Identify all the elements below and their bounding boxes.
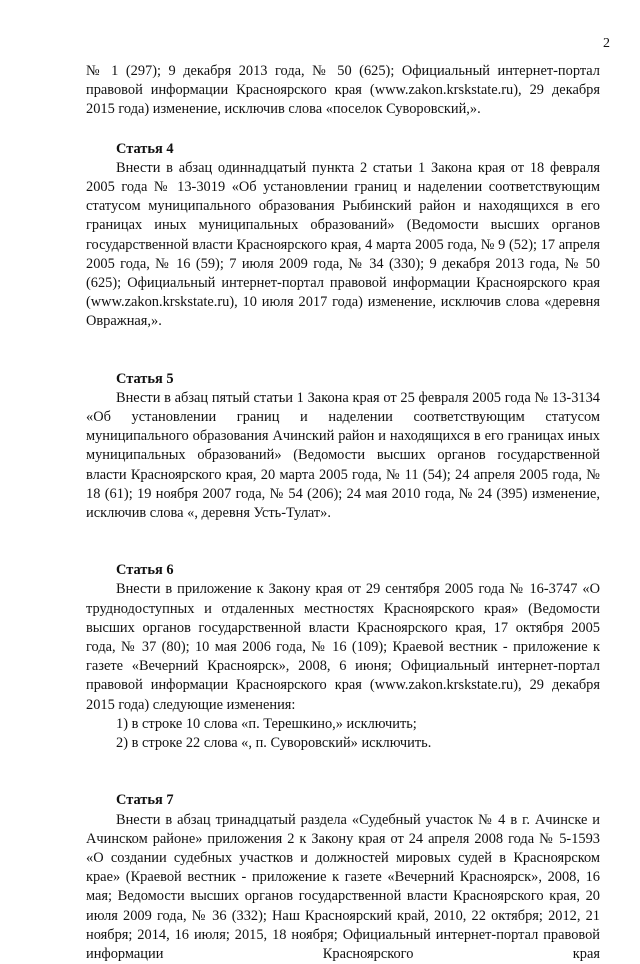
document-body xyxy=(86,62,600,964)
list-item: 1) в строке 10 слова «п. Терешкино,» исключить; xyxy=(86,715,600,734)
article-body: Внести в абзац одиннадцатый пункта 2 статьи 1 Закона края от 18 февраля 2005 года № 13-3019 «Об установлении границ и наделении соответствующим статусом муниципального образования Рыбинский район и находящихся в его границах иных муниципальных образований» (Ведомости высших органов государственной власти Красноярского края, 4 марта 2005 года, № 9 (52); 17 апреля 2005 года, № 16 (59); 7 июля 2009 года, № 34 (330); 9 декабря 2013 года, № 50 (625); Официальный интернет-портал правовой информации Красноярского края (www.zakon.krskstate.ru), 10 июля 2017 года) изменение, исключив слова «деревня Овражная,». xyxy=(86,159,600,332)
article-body: Внести в абзац пятый статьи 1 Закона края от 25 февраля 2005 года № 13-3134 «Об установлении границ и наделении соответствующим статусом муниципального образования Ачинский район и находящихся в его границах иных муниципальных образований» (Ведомости высших органов государственной власти Красноярского края, 20 марта 2005 года, № 11 (54); 24 апреля 2005 года, № 18 (61); 19 ноября 2007 года, № 54 (206); 24 мая 2010 года, № 24 (395) изменение, исключив слова «, деревня Усть-Тулат». xyxy=(86,389,600,523)
article-5 xyxy=(86,370,600,524)
article-body: Внести в абзац тринадцатый раздела «Судебный участок № 4 в г. Ачинске и Ачинском районе» приложения 2 к Закону края от 24 апреля 2008 года № 5-1593 «О создании судебных участков и должностей мировых судей в Красноярском крае» (Краевой вестник - приложение к газете «Вечерний Красноярск», 2008, 16 мая; Ведомости высших органов государственной власти Красноярского края, 20 июля 2009 года, № 36 (332); Наш Красноярский край, 2010, 22 октября; 2012, 21 ноября; 2014, 16 июля; 2015, 18 ноября; Официальный интернет-портал правовой информации Красноярского края xyxy=(86,811,600,964)
article-6 xyxy=(86,561,600,753)
page-number: 2 xyxy=(603,36,610,52)
article-heading: Статья 6 xyxy=(116,561,600,580)
article-heading: Статья 4 xyxy=(116,140,600,159)
list-item: 2) в строке 22 слова «, п. Суворовский» исключить. xyxy=(86,734,600,753)
continued-paragraph: № 1 (297); 9 декабря 2013 года, № 50 (625); Официальный интернет-портал правовой информации Красноярского края (www.zakon.krskstate.ru), 29 декабря 2015 года) изменение, исключив слова «поселок Суворовский,». xyxy=(86,62,600,120)
article-body: Внести в приложение к Закону края от 29 сентября 2005 года № 16-3747 «О труднодоступных и отдаленных местностях Красноярского края» (Ведомости высших органов государственной власти Красноярского края, 17 октября 2005 года, № 37 (80); 10 мая 2006 года, № 16 (109); Краевой вестник - приложение к газете «Вечерний Красноярск», 2008, 6 июня; Официальный интернет-портал правовой информации Красноярского края (www.zakon.krskstate.ru), 29 декабря 2015 года) следующие изменения: xyxy=(86,580,600,714)
article-4 xyxy=(86,140,600,332)
article-heading: Статья 7 xyxy=(116,791,600,810)
article-heading: Статья 5 xyxy=(116,370,600,389)
article-7 xyxy=(86,791,600,964)
